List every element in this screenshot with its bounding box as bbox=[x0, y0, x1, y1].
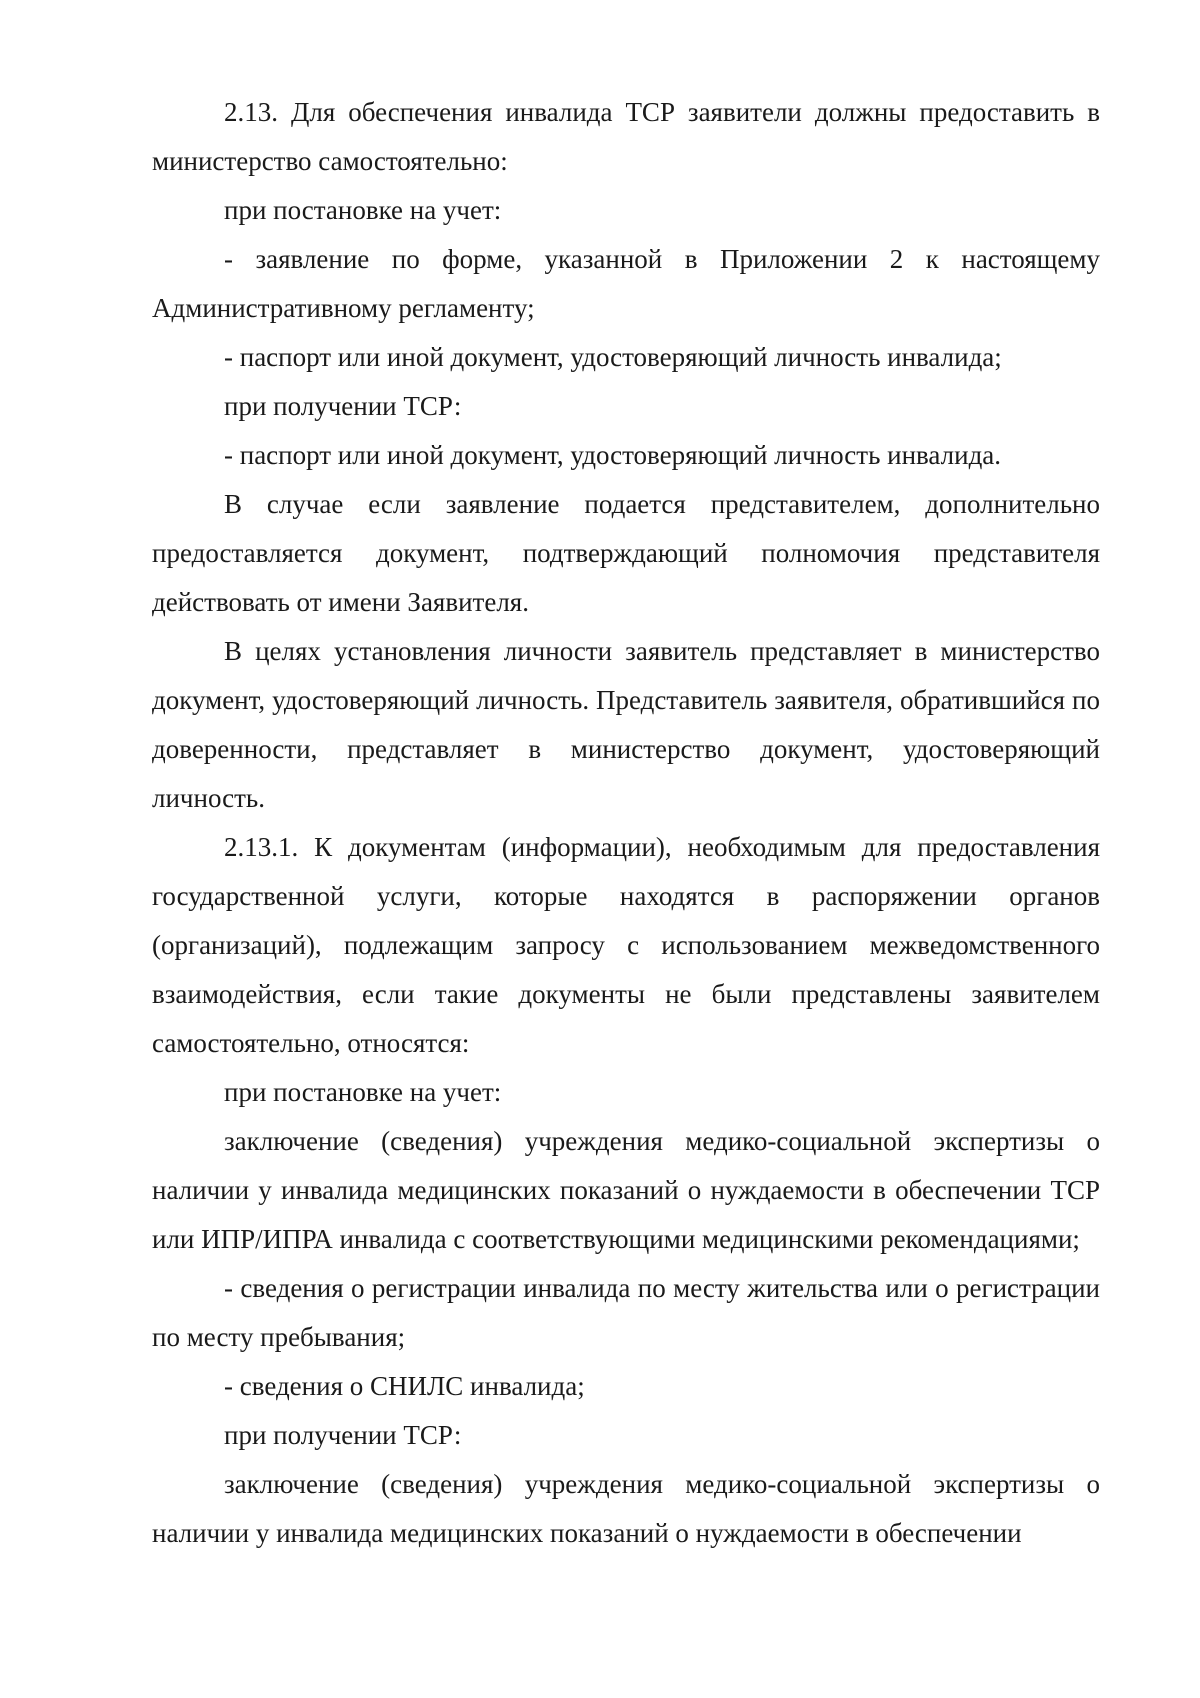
paragraph-2-13-1: 2.13.1. К документам (информации), необходимым для предоставления государственной услуги, которые находятся в распоряжении органов (организаций), подлежащим запросу с использованием межведомственного взаимодействия, если такие документы не были представлены заявителем самостоятельно, относятся: bbox=[152, 832, 1100, 1058]
document-body bbox=[152, 88, 1100, 1558]
paragraph-passport-2: - паспорт или иной документ, удостоверяющий личность инвалида. bbox=[224, 440, 1002, 470]
paragraph-registration-heading-2: при постановке на учет: bbox=[224, 1077, 502, 1107]
paragraph-snils-info: - сведения о СНИЛС инвалида; bbox=[224, 1371, 585, 1401]
paragraph-receipt-heading-2: при получении ТСР: bbox=[224, 1420, 462, 1450]
paragraph-mse-conclusion-1: заключение (сведения) учреждения медико-социальной экспертизы о наличии у инвалида медицинских показаний о нуждаемости в обеспечении ТСР или ИПР/ИПРА инвалида с соответствующими медицинскими рекомендациями; bbox=[152, 1126, 1100, 1254]
paragraph-mse-conclusion-2: заключение (сведения) учреждения медико-социальной экспертизы о наличии у инвалида медицинских показаний о нуждаемости в обеспечении bbox=[152, 1469, 1100, 1548]
paragraph-application-form: - заявление по форме, указанной в Приложении 2 к настоящему Административному регламенту; bbox=[152, 244, 1100, 323]
paragraph-representative: В случае если заявление подается представителем, дополнительно предоставляется документ, подтверждающий полномочия представителя действовать от имени Заявителя. bbox=[152, 489, 1100, 617]
paragraph-receipt-heading: при получении ТСР: bbox=[224, 391, 462, 421]
paragraph-registration-heading: при постановке на учет: bbox=[224, 195, 502, 225]
paragraph-2-13: 2.13. Для обеспечения инвалида ТСР заявители должны предоставить в министерство самостоятельно: bbox=[152, 97, 1100, 176]
paragraph-residence-info: - сведения о регистрации инвалида по месту жительства или о регистрации по месту пребывания; bbox=[152, 1273, 1100, 1352]
paragraph-passport-1: - паспорт или иной документ, удостоверяющий личность инвалида; bbox=[224, 342, 1002, 372]
paragraph-identity: В целях установления личности заявитель представляет в министерство документ, удостоверяющий личность. Представитель заявителя, обратившийся по доверенности, представляет в министерство документ, удостоверяющий личность. bbox=[152, 636, 1100, 813]
